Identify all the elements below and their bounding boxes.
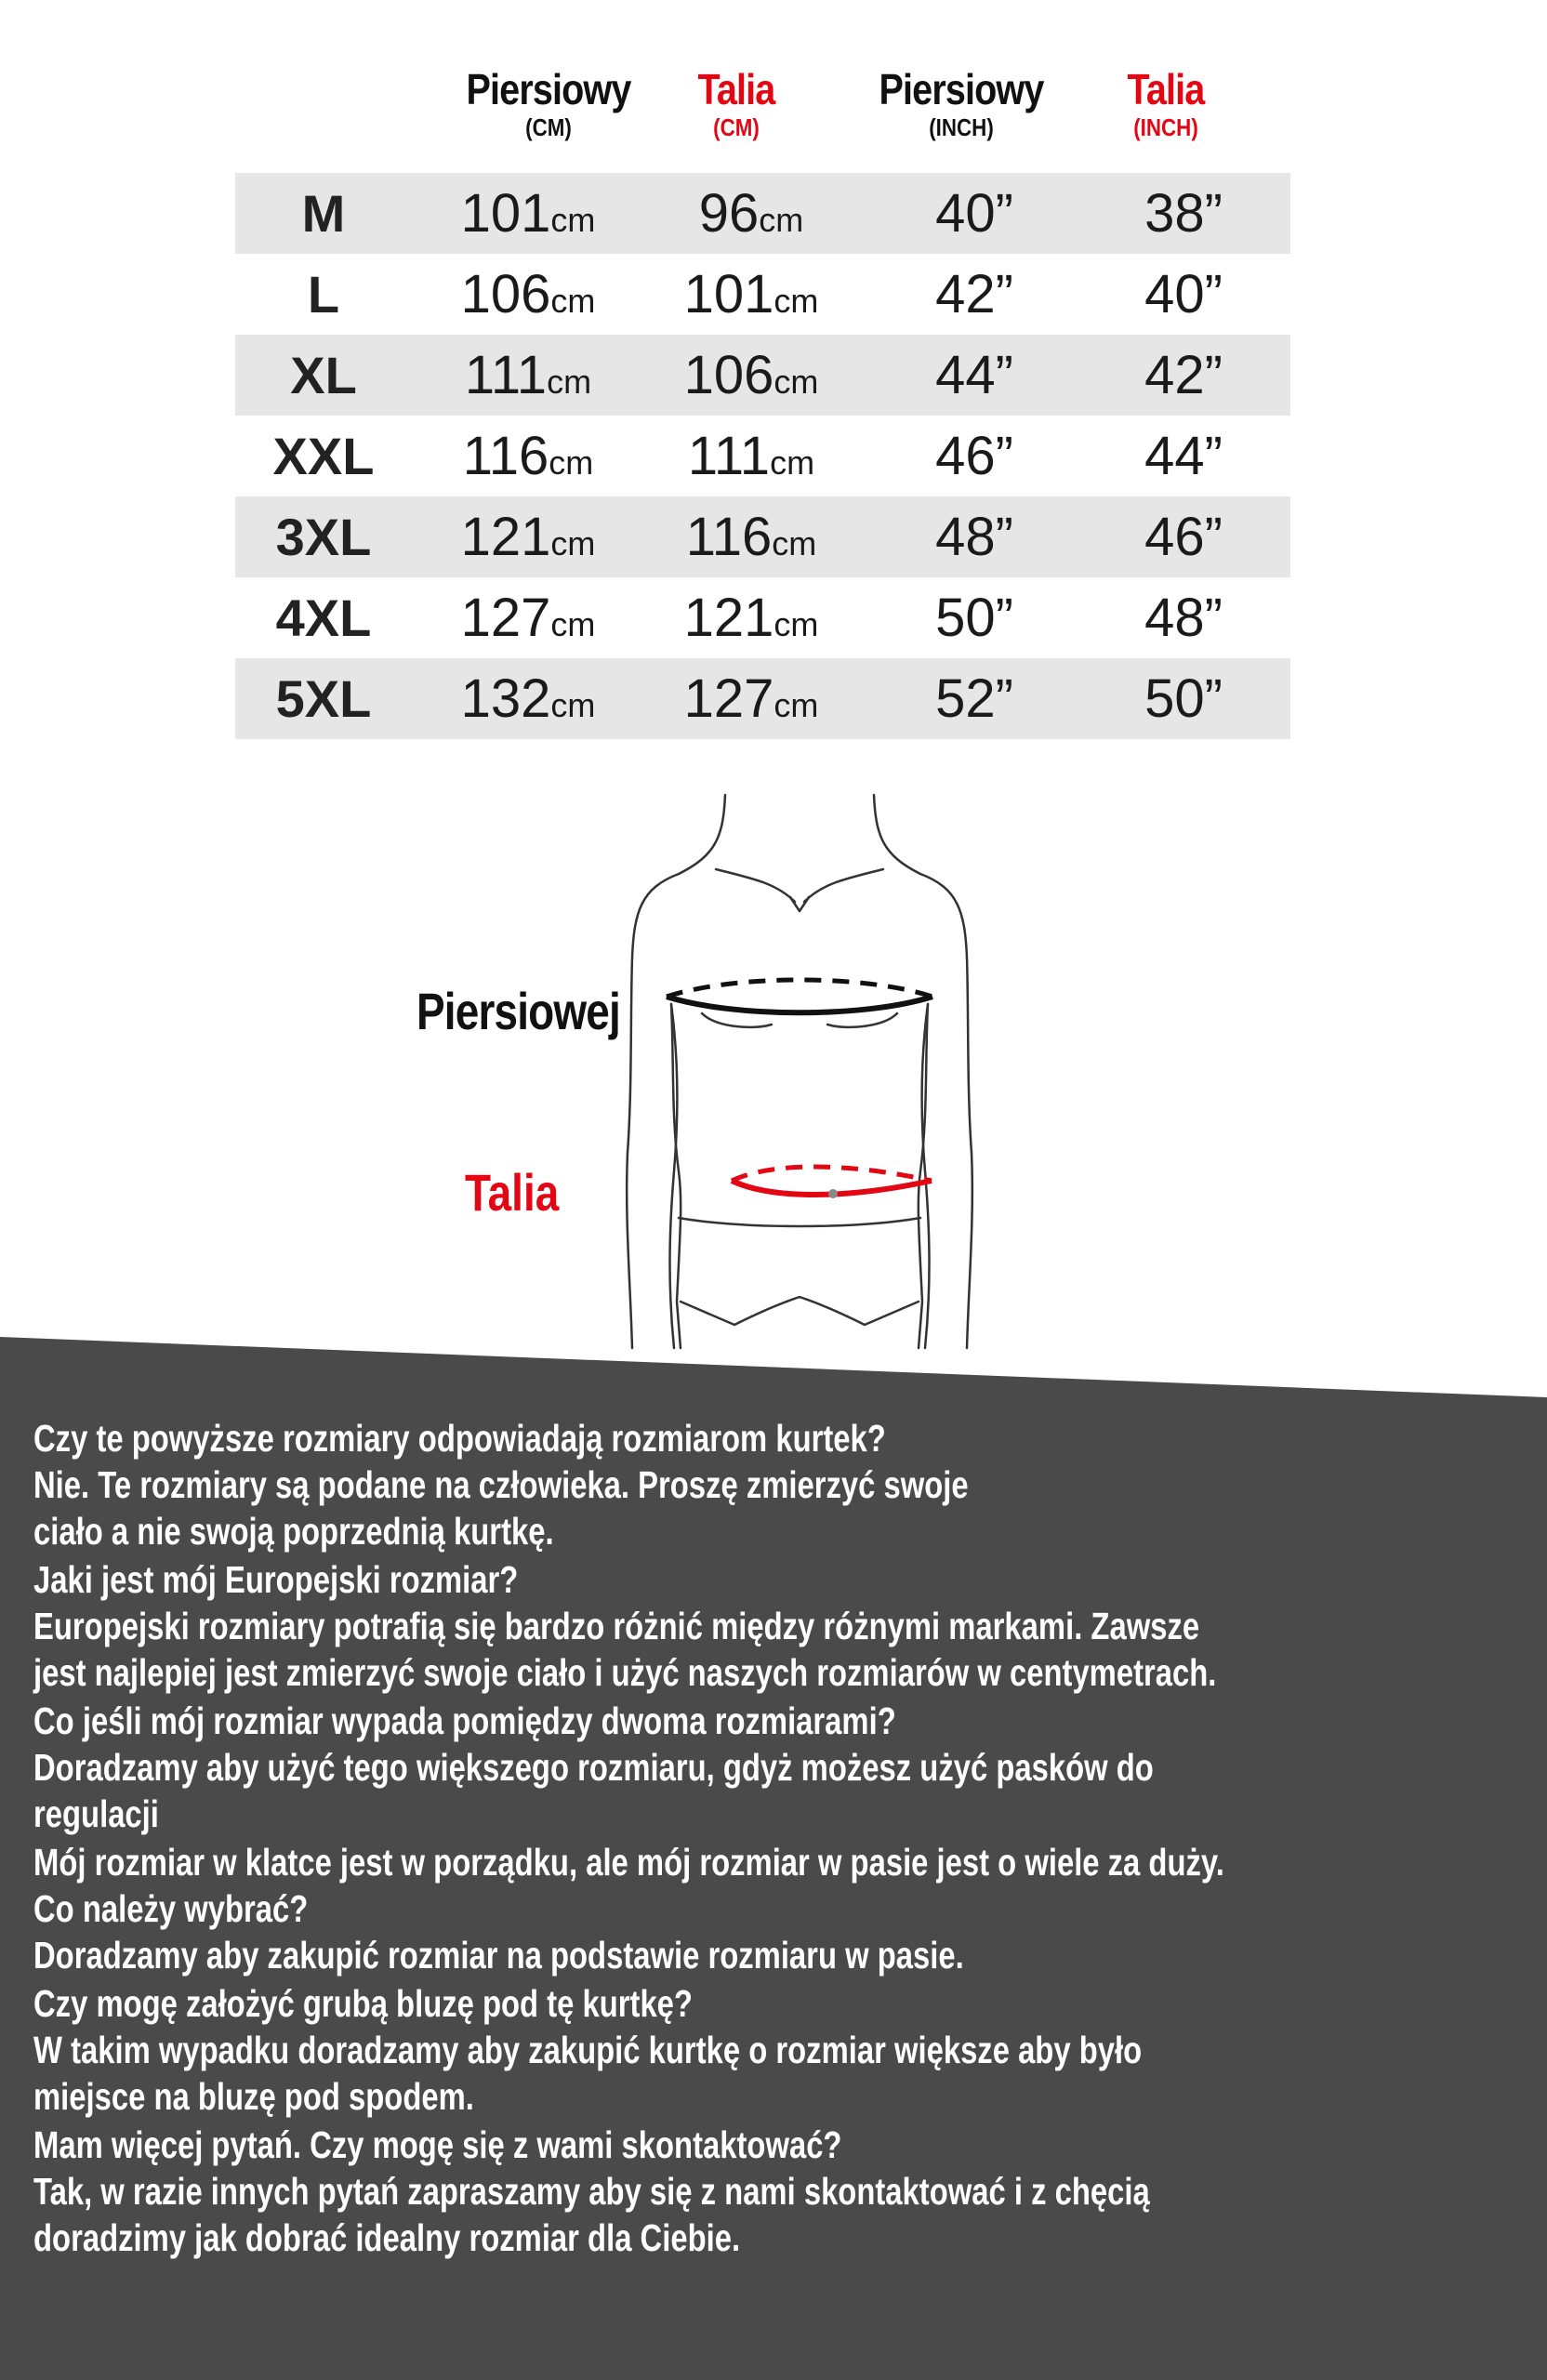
waist-cm-cell [644, 173, 858, 254]
header-label: Talia [697, 65, 775, 113]
bust-cm-cell-value: 116 [462, 426, 549, 486]
waist-inch-cell-value: 48” [1144, 588, 1223, 648]
waist-inch-cell [1077, 577, 1290, 658]
waist-cm-cell [644, 254, 858, 335]
table-row [235, 416, 1290, 496]
waist-inch-cell-value: 42” [1144, 345, 1223, 405]
waist-cm-cell [644, 577, 858, 658]
size-cell [235, 658, 412, 739]
waist-cm-cell-value: 101 [683, 264, 774, 324]
faq-answer-line: Doradzamy aby użyć tego większego rozmiaru, gdyż możesz użyć pasków do [33, 1746, 1154, 1789]
bust-inch-cell-value: 48” [935, 507, 1013, 567]
unit-label: cm [547, 363, 592, 401]
waist-cm-cell [644, 416, 858, 496]
bust-inch-cell-value: 52” [935, 668, 1013, 729]
faq-question: Co jeśli mój rozmiar wypada pomiędzy dwoma rozmiarami? [33, 1699, 896, 1742]
size-cell-value: L [307, 265, 340, 324]
waist-inch-cell [1077, 496, 1290, 577]
size-cell-value: XXL [272, 427, 375, 485]
faq-question: Jaki jest mój Europejski rozmiar? [33, 1558, 519, 1601]
faq-question: Mam więcej pytań. Czy mogę się z wami skontaktować? [33, 2123, 842, 2166]
faq-question: Czy mogę założyć grubą bluzę pod tę kurtkę? [33, 1982, 693, 2025]
bust-inch-cell [867, 335, 1081, 416]
header-unit: (INCH) [1133, 113, 1198, 141]
waist-cm-cell-value: 121 [683, 588, 774, 648]
bust-cm-cell [421, 496, 635, 577]
faq-item [33, 2122, 1530, 2261]
size-cell-value: XL [290, 346, 357, 404]
header-waist-inch [1054, 65, 1277, 141]
table-row [235, 335, 1290, 416]
faq-item [33, 1839, 1530, 1978]
unit-label: cm [774, 363, 819, 401]
header-unit: (CM) [525, 113, 572, 141]
table-row [235, 254, 1290, 335]
faq-question: Mój rozmiar w klatce jest w porządku, ale mój rozmiar w pasie jest o wiele za duży. [33, 1841, 1224, 1884]
faq-answer-line: regulacji [33, 1792, 159, 1835]
faq-answer-line: Doradzamy aby zakupić rozmiar na podstawie rozmiaru w pasie. [33, 1934, 964, 1977]
faq-item [33, 1698, 1530, 1837]
waist-inch-cell-value: 46” [1144, 507, 1223, 567]
bust-label: Piersiowej [416, 982, 620, 1040]
unit-label: cm [770, 443, 815, 482]
bust-inch-cell [867, 577, 1081, 658]
unit-label: cm [550, 282, 596, 320]
unit-label: cm [550, 605, 596, 643]
faq-answer-line: Nie. Te rozmiary są podane na człowieka. Proszę zmierzyć swoje [33, 1463, 969, 1506]
waist-cm-cell [644, 658, 858, 739]
waist-cm-cell [644, 496, 858, 577]
faq-question: Czy te powyższe rozmiary odpowiadają rozmiarom kurtek? [33, 1417, 886, 1460]
waist-cm-cell-value: 127 [683, 668, 774, 729]
waist-inch-cell [1077, 335, 1290, 416]
size-cell [235, 577, 412, 658]
bust-inch-cell [867, 496, 1081, 577]
faq-answer-line: ciało a nie swoją poprzednią kurtkę. [33, 1510, 554, 1553]
bust-inch-cell [867, 658, 1081, 739]
table-row [235, 658, 1290, 739]
size-cell-value: 5XL [275, 669, 372, 728]
unit-label: cm [550, 686, 596, 724]
header-waist-cm [625, 65, 848, 141]
size-cell-value: M [301, 184, 346, 243]
faq-section [33, 1415, 1530, 2263]
unit-label: cm [772, 524, 817, 562]
waist-inch-cell-value: 38” [1144, 183, 1223, 244]
faq-answer-line: Co należy wybrać? [33, 1887, 309, 1930]
bust-cm-cell [421, 577, 635, 658]
header-bust-inch [850, 65, 1073, 141]
waist-inch-cell-value: 44” [1144, 426, 1223, 486]
bust-cm-cell-value: 101 [460, 183, 551, 244]
unit-label: cm [550, 201, 596, 239]
unit-label: cm [759, 201, 804, 239]
bust-inch-cell-value: 42” [935, 264, 1013, 324]
faq-item [33, 1415, 1530, 1554]
bust-cm-cell-value: 111 [464, 345, 548, 405]
size-cell-value: 4XL [275, 588, 372, 647]
size-cell [235, 335, 412, 416]
bust-cm-cell [421, 658, 635, 739]
table-row [235, 496, 1290, 577]
faq-item [33, 1980, 1530, 2120]
faq-answer-line: miejsce na bluzę pod spodem. [33, 2075, 474, 2118]
waist-cm-cell-value: 116 [685, 507, 773, 567]
bust-cm-cell-value: 132 [460, 668, 551, 729]
table-row [235, 173, 1290, 254]
waist-inch-cell-value: 40” [1144, 264, 1223, 324]
body-measurement-figure [614, 781, 1023, 1357]
unit-label: cm [774, 686, 819, 724]
size-cell [235, 173, 412, 254]
bust-inch-cell-value: 50” [935, 588, 1013, 648]
bust-cm-cell [421, 173, 635, 254]
faq-answer-line: doradzimy jak dobrać idealny rozmiar dla Ciebie. [33, 2216, 741, 2259]
bust-cm-cell-value: 121 [460, 507, 551, 567]
header-unit: (INCH) [929, 113, 994, 141]
unit-label: cm [550, 524, 596, 562]
header-label: Piersiowy [466, 65, 631, 113]
header-label: Talia [1127, 65, 1205, 113]
unit-label: cm [774, 605, 819, 643]
waist-inch-cell-value: 50” [1144, 668, 1223, 729]
bust-inch-cell [867, 173, 1081, 254]
size-cell [235, 254, 412, 335]
bust-cm-cell [421, 416, 635, 496]
faq-answer-line: Tak, w razie innych pytań zapraszamy aby się z nami skontaktować i z chęcią [33, 2170, 1150, 2213]
waist-label: Talia [465, 1163, 560, 1222]
header-unit: (CM) [713, 113, 760, 141]
waist-inch-cell [1077, 658, 1290, 739]
size-cell-value: 3XL [275, 508, 372, 566]
faq-item [33, 1556, 1530, 1696]
waist-cm-cell-value: 96 [698, 183, 760, 244]
faq-answer-line: Europejski rozmiary potrafią się bardzo różnić między różnymi markami. Zawsze [33, 1605, 1200, 1647]
bust-inch-cell-value: 46” [935, 426, 1013, 486]
bust-cm-cell [421, 335, 635, 416]
waist-inch-cell [1077, 416, 1290, 496]
faq-answer-line: jest najlepiej jest zmierzyć swoje ciało i użyć naszych rozmiarów w centymetrach. [33, 1651, 1217, 1694]
bust-inch-cell-value: 44” [935, 345, 1013, 405]
bust-cm-cell [421, 254, 635, 335]
size-cell [235, 496, 412, 577]
bust-inch-cell [867, 416, 1081, 496]
size-cell [235, 416, 412, 496]
waist-cm-cell-value: 111 [687, 426, 771, 486]
faq-answer-line: W takim wypadku doradzamy aby zakupić kurtkę o rozmiar większe aby było [33, 2029, 1143, 2071]
waist-inch-cell [1077, 173, 1290, 254]
bust-cm-cell-value: 106 [460, 264, 551, 324]
unit-label: cm [774, 282, 819, 320]
unit-label: cm [549, 443, 594, 482]
header-label: Piersiowy [879, 65, 1044, 113]
waist-cm-cell-value: 106 [683, 345, 774, 405]
bust-inch-cell [867, 254, 1081, 335]
waist-cm-cell [644, 335, 858, 416]
bust-cm-cell-value: 127 [460, 588, 551, 648]
table-row [235, 577, 1290, 658]
bust-inch-cell-value: 40” [935, 183, 1013, 244]
waist-inch-cell [1077, 254, 1290, 335]
